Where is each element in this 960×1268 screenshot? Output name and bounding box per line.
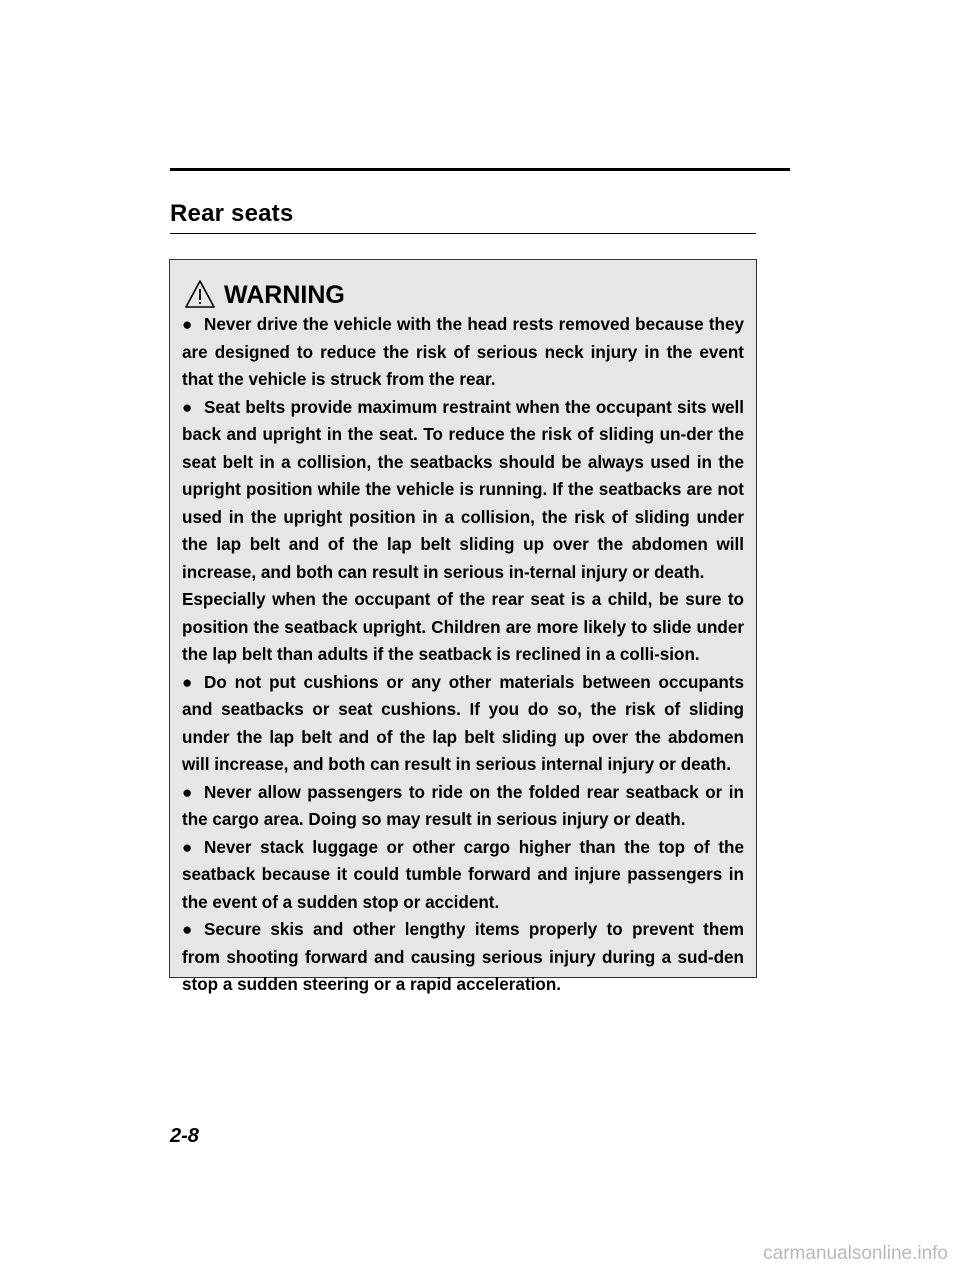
warning-header [184, 270, 744, 310]
warning-paragraph [182, 779, 744, 834]
warning-paragraph-text: Do not put cushions or any other materials between occupants and seatbacks or seat cushions. If you do so, the risk of sliding under the lap belt and of the lap belt sliding up over the abdomen will increase, and both can result in serious internal injury or death. [182, 672, 744, 774]
bullet-icon: ● [182, 782, 193, 802]
warning-paragraph-text: Especially when the occupant of the rear seat is a child, be sure to position the seatback upright. Children are more likely to slide under the lap belt than adults if the seatback is reclined in a colli-sion. [182, 590, 744, 664]
warning-paragraph [182, 834, 744, 917]
warning-paragraph [182, 311, 744, 394]
warning-paragraph [182, 916, 744, 999]
warning-paragraph [182, 669, 744, 779]
warning-body [182, 311, 744, 999]
warning-paragraph-text: Never drive the vehicle with the head rests removed because they are designed to reduce the risk of serious neck injury in the event that the vehicle is struck from the rear. [182, 315, 744, 389]
bullet-icon: ● [182, 315, 193, 334]
warning-triangle-icon [184, 278, 216, 310]
warning-paragraph [182, 586, 744, 669]
top-rule [170, 168, 790, 171]
warning-box [169, 259, 757, 994]
warning-title: WARNING [224, 281, 345, 309]
warning-paragraph-text: Secure skis and other lengthy items properly to prevent them from shooting forward and causing serious injury during a sud-den stop a sudden steering or a rapid acceleration. [182, 920, 744, 994]
section-title: Rear seats [170, 200, 294, 227]
warning-paragraph [182, 394, 744, 587]
warning-paragraph-text: Seat belts provide maximum restraint when the occupant sits well back and upright in the seat. To reduce the risk of sliding un-der the seat belt in a collision, the seatbacks should be always used in the upright position while the vehicle is running. If the seatbacks are not used in the upright position in a collision, the risk of sliding under the lap belt and of the lap belt sliding up over the abdomen will increase, and both can result in serious in-ternal injury or death. [182, 397, 744, 582]
page-number: 2-8 [170, 1125, 199, 1147]
bullet-icon: ● [182, 837, 193, 857]
bullet-icon: ● [182, 672, 193, 692]
bullet-icon: ● [182, 920, 193, 939]
warning-paragraph-text: Never allow passengers to ride on the folded rear seatback or in the cargo area. Doing so may result in serious injury or death. [182, 782, 744, 829]
warning-paragraph-text: Never stack luggage or other cargo higher than the top of the seatback because it could tumble forward and injure passengers in the event of a sudden stop or accident. [182, 837, 744, 912]
title-rule [170, 233, 756, 234]
watermark: carmanualsonline.info [763, 1243, 948, 1264]
bullet-icon: ● [182, 397, 193, 417]
